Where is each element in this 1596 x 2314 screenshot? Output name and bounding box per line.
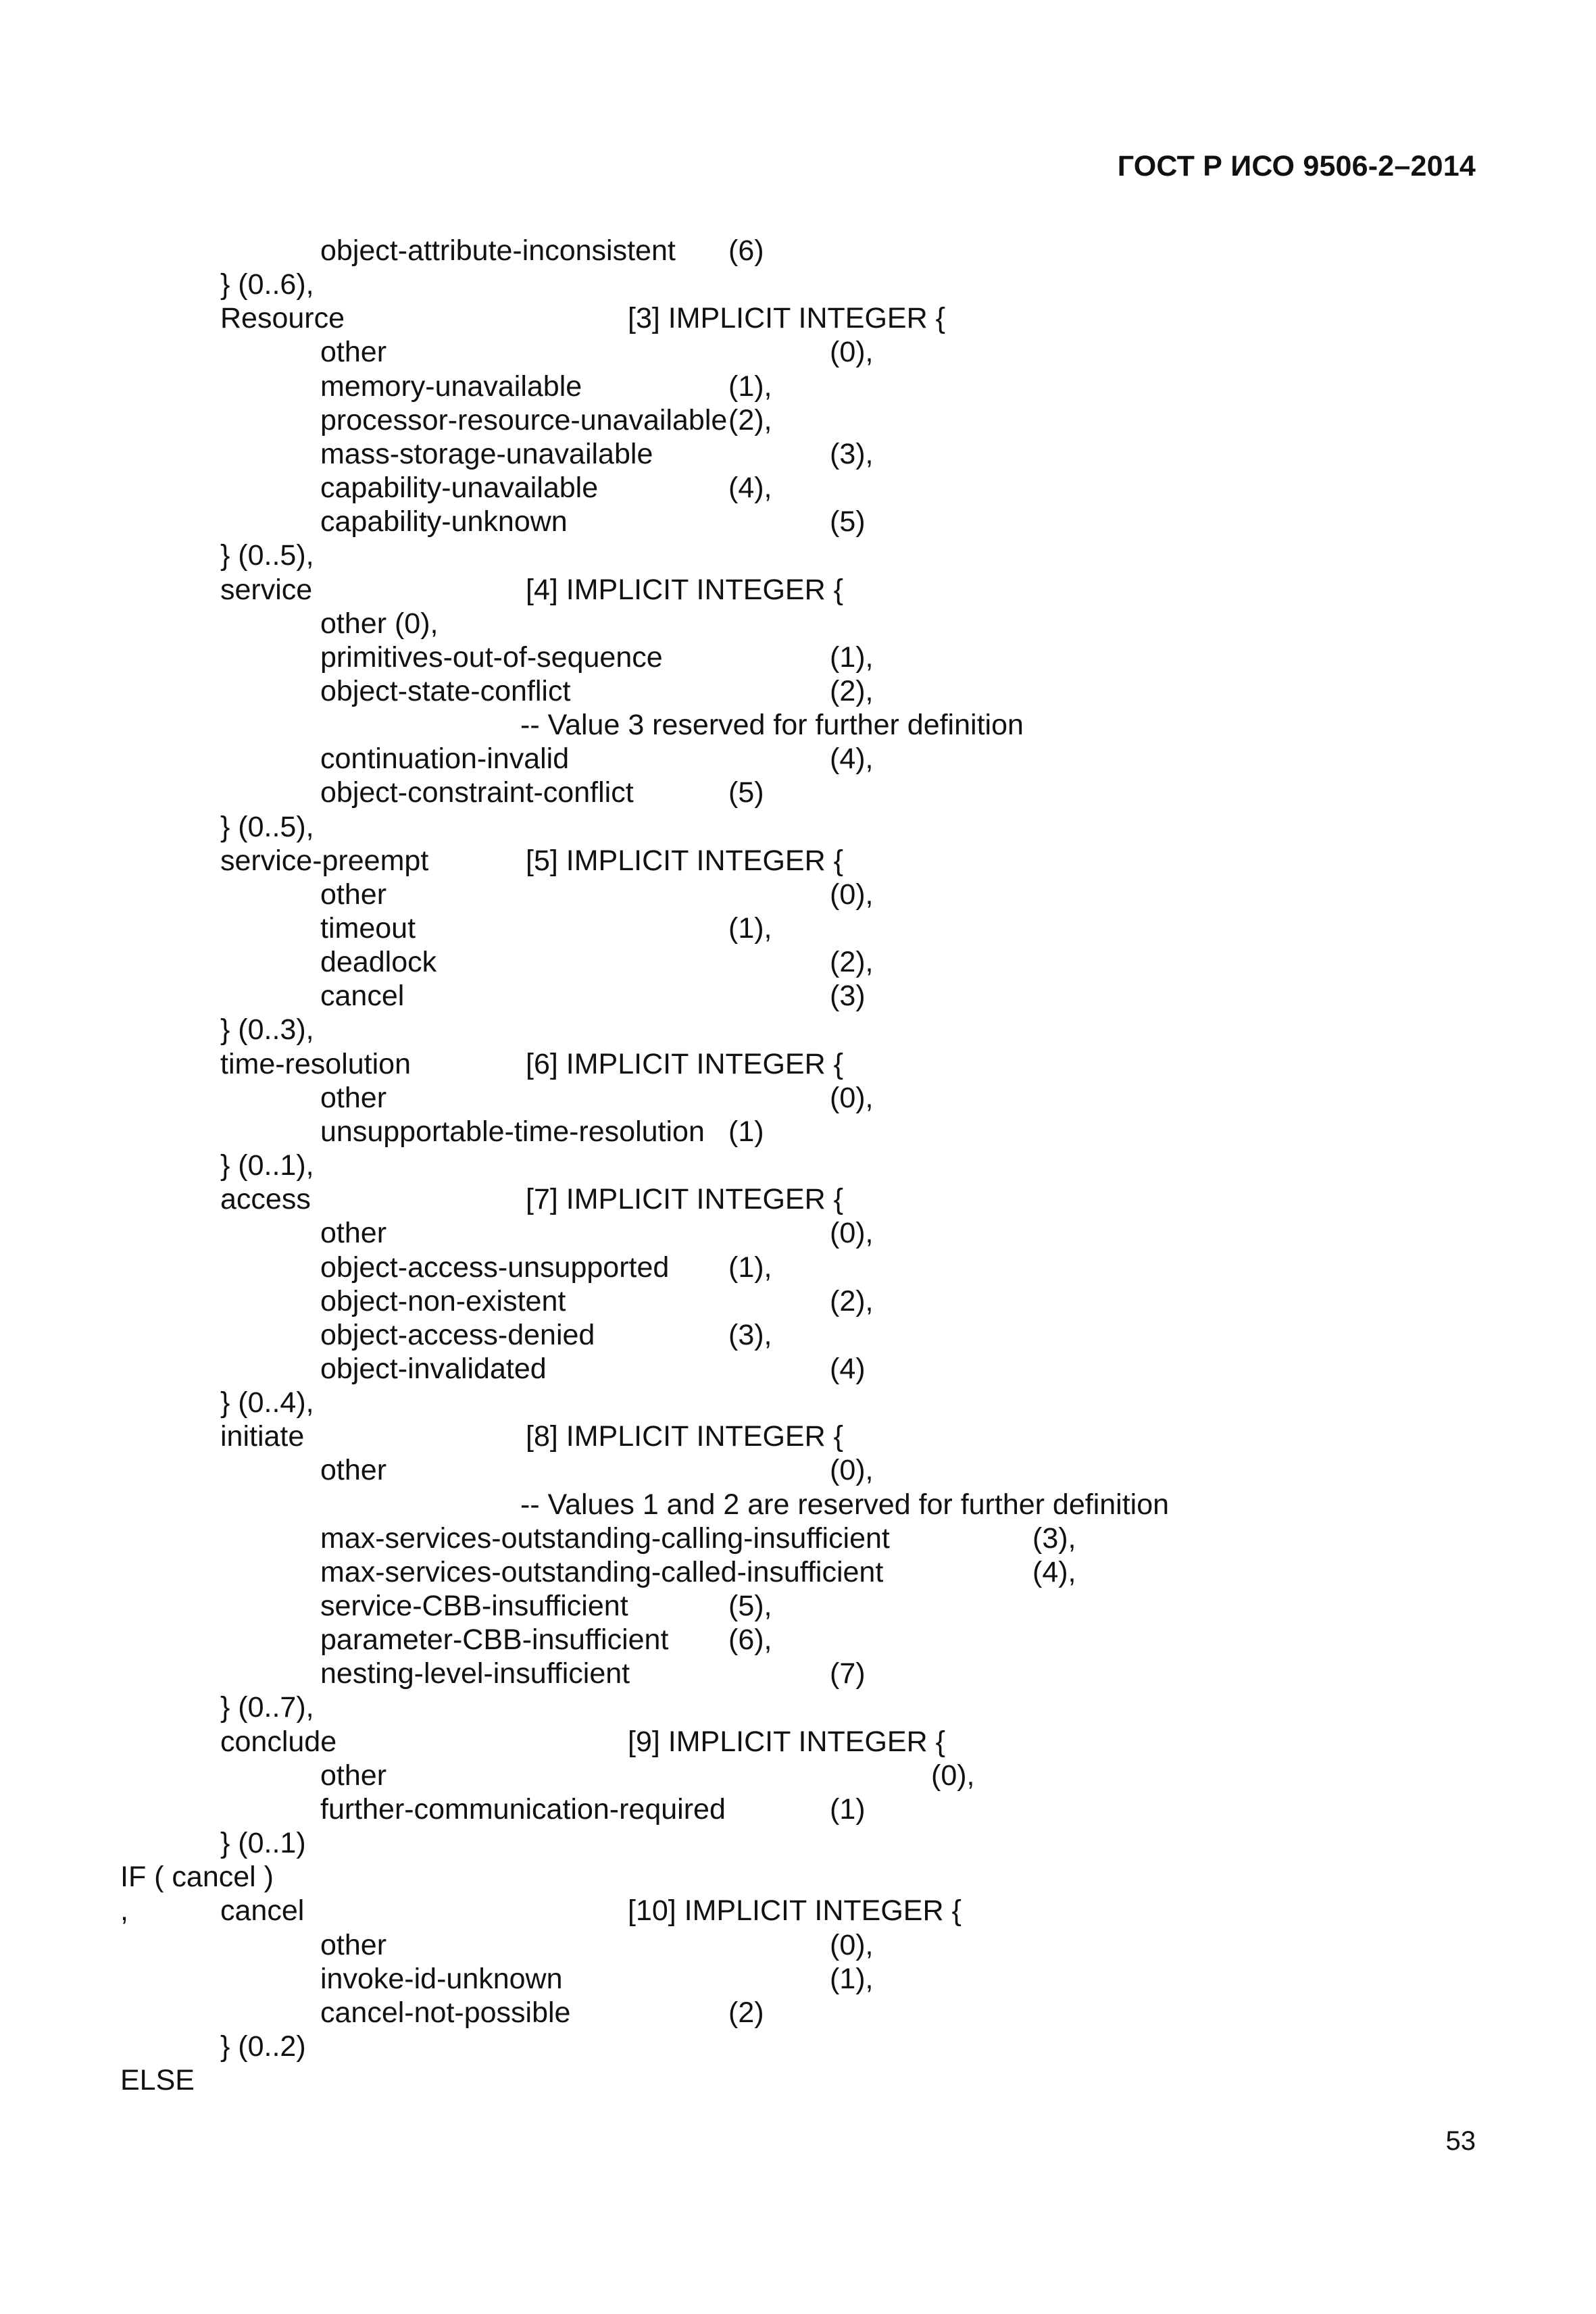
enum-item-name: object-access-denied [320, 1318, 595, 1351]
enum-item-name: object-state-conflict [320, 674, 571, 707]
enum-item-name: other [320, 1081, 387, 1114]
range-close-line [0, 538, 1596, 572]
enum-item-line [0, 1928, 1596, 1962]
enum-item-line [0, 674, 1596, 708]
enum-item-value: (0), [830, 1081, 874, 1114]
enum-item-line [0, 335, 1596, 369]
enum-item-value: (1), [728, 1251, 772, 1284]
enum-item-line [0, 234, 1596, 268]
enum-item-name: continuation-invalid [320, 743, 570, 776]
enum-item-name: further-communication-required [320, 1792, 726, 1826]
enum-item-line [0, 1962, 1596, 1996]
enum-item-line [0, 1251, 1596, 1284]
field-type: [5] IMPLICIT INTEGER { [526, 844, 843, 877]
enum-item-line [0, 1284, 1596, 1318]
enum-item-value: (2), [728, 403, 772, 436]
field-declaration-line [0, 1894, 1596, 1928]
field-name: cancel [220, 1894, 305, 1928]
enum-item-name: other [320, 1217, 387, 1250]
conditional-line [0, 2063, 1596, 2097]
enum-item-name: other [320, 878, 387, 911]
enum-item-value: (1), [728, 370, 772, 403]
enum-item-value: (4), [1032, 1555, 1076, 1588]
enum-item-name: cancel [320, 980, 405, 1013]
field-name: time-resolution [220, 1047, 411, 1080]
range-constraint: } (0..3), [220, 1013, 314, 1047]
field-type: [3] IMPLICIT INTEGER { [628, 302, 945, 335]
range-close-line [0, 1013, 1596, 1047]
enum-item-name: memory-unavailable [320, 370, 582, 403]
enum-item-name: object-invalidated [320, 1352, 547, 1385]
enum-item-name: capability-unknown [320, 505, 568, 538]
range-constraint: } (0..1), [220, 1149, 314, 1182]
range-constraint: } (0..1) [220, 1827, 306, 1860]
enum-item-name: cancel-not-possible [320, 1996, 571, 2029]
enum-item-line [0, 1792, 1596, 1826]
range-close-line [0, 1690, 1596, 1724]
field-declaration-line [0, 1182, 1596, 1216]
page-number: 53 [1445, 2126, 1476, 2156]
enum-item-name: deadlock [320, 946, 437, 979]
enum-item-line [0, 945, 1596, 979]
range-close-line [0, 810, 1596, 844]
field-declaration-line [0, 301, 1596, 335]
enum-item-value: (6) [728, 234, 764, 267]
field-type: [10] IMPLICIT INTEGER { [628, 1894, 962, 1928]
range-close-line [0, 1149, 1596, 1182]
enum-item-name: other [320, 1928, 387, 1961]
enum-item-value: (3), [1032, 1521, 1076, 1555]
enum-item-value: (3), [728, 1318, 772, 1351]
enum-item-line [0, 403, 1596, 437]
enum-item-line [0, 1759, 1596, 1792]
field-name: service [220, 573, 313, 606]
enum-item-value: (2), [830, 674, 874, 707]
enum-item-value: (0), [830, 1454, 874, 1487]
conditional-keyword: ELSE [120, 2064, 195, 2097]
enum-item-line [0, 505, 1596, 538]
enum-item-value: (1) [728, 1115, 764, 1148]
field-type: [8] IMPLICIT INTEGER { [526, 1420, 843, 1453]
enum-item-line [0, 1453, 1596, 1487]
field-name: Resource [220, 302, 345, 335]
range-constraint: } (0..7), [220, 1691, 314, 1724]
range-close-line [0, 268, 1596, 301]
enum-item-value: (3) [830, 980, 866, 1013]
enum-item-name: timeout [320, 912, 416, 945]
enum-item-line [0, 1996, 1596, 2030]
enum-item-value: (4), [728, 472, 772, 505]
enum-item-name: object-non-existent [320, 1284, 566, 1317]
enum-item-line [0, 1216, 1596, 1250]
enum-item-line [0, 1081, 1596, 1115]
range-close-line [0, 1826, 1596, 1860]
range-constraint: } (0..2) [220, 2030, 306, 2063]
enum-item-line [0, 1589, 1596, 1623]
enum-item-name: mass-storage-unavailable [320, 437, 653, 470]
field-declaration-line [0, 1047, 1596, 1081]
enum-item-name: invoke-id-unknown [320, 1962, 563, 1995]
range-constraint: } (0..5), [220, 810, 314, 843]
enum-item-line [0, 979, 1596, 1013]
comment-line [0, 708, 1596, 742]
enum-item-value: (2), [830, 946, 874, 979]
enum-item-value: (5) [728, 776, 764, 809]
field-name: initiate [220, 1420, 305, 1453]
code-comment: -- Value 3 reserved for further definition [520, 709, 1024, 742]
enum-item-line [0, 1657, 1596, 1690]
field-declaration-line [0, 573, 1596, 607]
enum-item-value: (4), [830, 743, 874, 776]
enum-item-value: (2), [830, 1284, 874, 1317]
enum-item-line [0, 370, 1596, 403]
conditional-keyword: IF ( cancel ) [120, 1861, 274, 1894]
enum-item-line [0, 1555, 1596, 1589]
enum-item-name: nesting-level-insufficient [320, 1657, 630, 1690]
field-type: [9] IMPLICIT INTEGER { [628, 1725, 945, 1758]
enum-item-line [0, 640, 1596, 674]
separator-comma: , [120, 1894, 128, 1928]
enum-item-line [0, 776, 1596, 809]
enum-item-line [0, 607, 1596, 640]
enum-item-name: other (0), [320, 607, 439, 640]
enum-item-name: processor-resource-unavailable [320, 403, 728, 436]
field-type: [7] IMPLICIT INTEGER { [526, 1183, 843, 1216]
enum-item-value: (0), [931, 1759, 975, 1792]
enum-item-value: (1), [830, 1962, 874, 1995]
field-declaration-line [0, 844, 1596, 878]
field-type: [6] IMPLICIT INTEGER { [526, 1047, 843, 1080]
enum-item-line [0, 1521, 1596, 1555]
enum-item-name: other [320, 1759, 387, 1792]
enum-item-value: (1) [830, 1792, 866, 1826]
field-name: conclude [220, 1725, 337, 1758]
enum-item-line [0, 437, 1596, 471]
enum-item-value: (0), [830, 1928, 874, 1961]
enum-item-value: (7) [830, 1657, 866, 1690]
enum-item-value: (0), [830, 878, 874, 911]
enum-item-value: (6), [728, 1624, 772, 1657]
enum-item-line [0, 878, 1596, 911]
enum-item-name: service-CBB-insufficient [320, 1590, 628, 1622]
enum-item-name: other [320, 336, 387, 369]
enum-item-name: object-constraint-conflict [320, 776, 634, 809]
comment-line [0, 1488, 1596, 1521]
enum-item-line [0, 471, 1596, 505]
enum-item-name: max-services-outstanding-calling-insufficient [320, 1521, 890, 1555]
enum-item-name: parameter-CBB-insufficient [320, 1624, 669, 1657]
enum-item-value: (1), [830, 640, 874, 674]
range-close-line [0, 1386, 1596, 1419]
enum-item-line [0, 1352, 1596, 1386]
range-constraint: } (0..6), [220, 268, 314, 301]
enum-item-name: unsupportable-time-resolution [320, 1115, 705, 1148]
enum-item-value: (4) [830, 1352, 866, 1385]
enum-item-line [0, 1623, 1596, 1657]
code-comment: -- Values 1 and 2 are reserved for further definition [520, 1488, 1170, 1521]
enum-item-name: primitives-out-of-sequence [320, 640, 663, 674]
range-constraint: } (0..4), [220, 1386, 314, 1419]
field-declaration-line [0, 1725, 1596, 1759]
enum-item-name: other [320, 1454, 387, 1487]
conditional-line [0, 1860, 1596, 1894]
enum-item-value: (1), [728, 912, 772, 945]
enum-item-value: (0), [830, 1217, 874, 1250]
field-name: service-preempt [220, 844, 429, 877]
range-close-line [0, 2030, 1596, 2063]
field-name: access [220, 1183, 311, 1216]
enum-item-name: object-attribute-inconsistent [320, 234, 676, 267]
enum-item-line [0, 742, 1596, 776]
enum-item-value: (2) [728, 1996, 764, 2029]
enum-item-line [0, 1318, 1596, 1352]
field-declaration-line [0, 1419, 1596, 1453]
enum-item-value: (5), [728, 1590, 772, 1622]
enum-item-name: max-services-outstanding-called-insufficient [320, 1555, 884, 1588]
document-standard-header: ГОСТ Р ИСО 9506-2–2014 [1117, 150, 1476, 182]
enum-item-value: (0), [830, 336, 874, 369]
range-constraint: } (0..5), [220, 539, 314, 572]
enum-item-line [0, 1115, 1596, 1149]
enum-item-line [0, 911, 1596, 945]
field-type: [4] IMPLICIT INTEGER { [526, 573, 843, 606]
enum-item-value: (3), [830, 437, 874, 470]
enum-item-value: (5) [830, 505, 866, 538]
enum-item-name: capability-unavailable [320, 472, 599, 505]
enum-item-name: object-access-unsupported [320, 1251, 670, 1284]
